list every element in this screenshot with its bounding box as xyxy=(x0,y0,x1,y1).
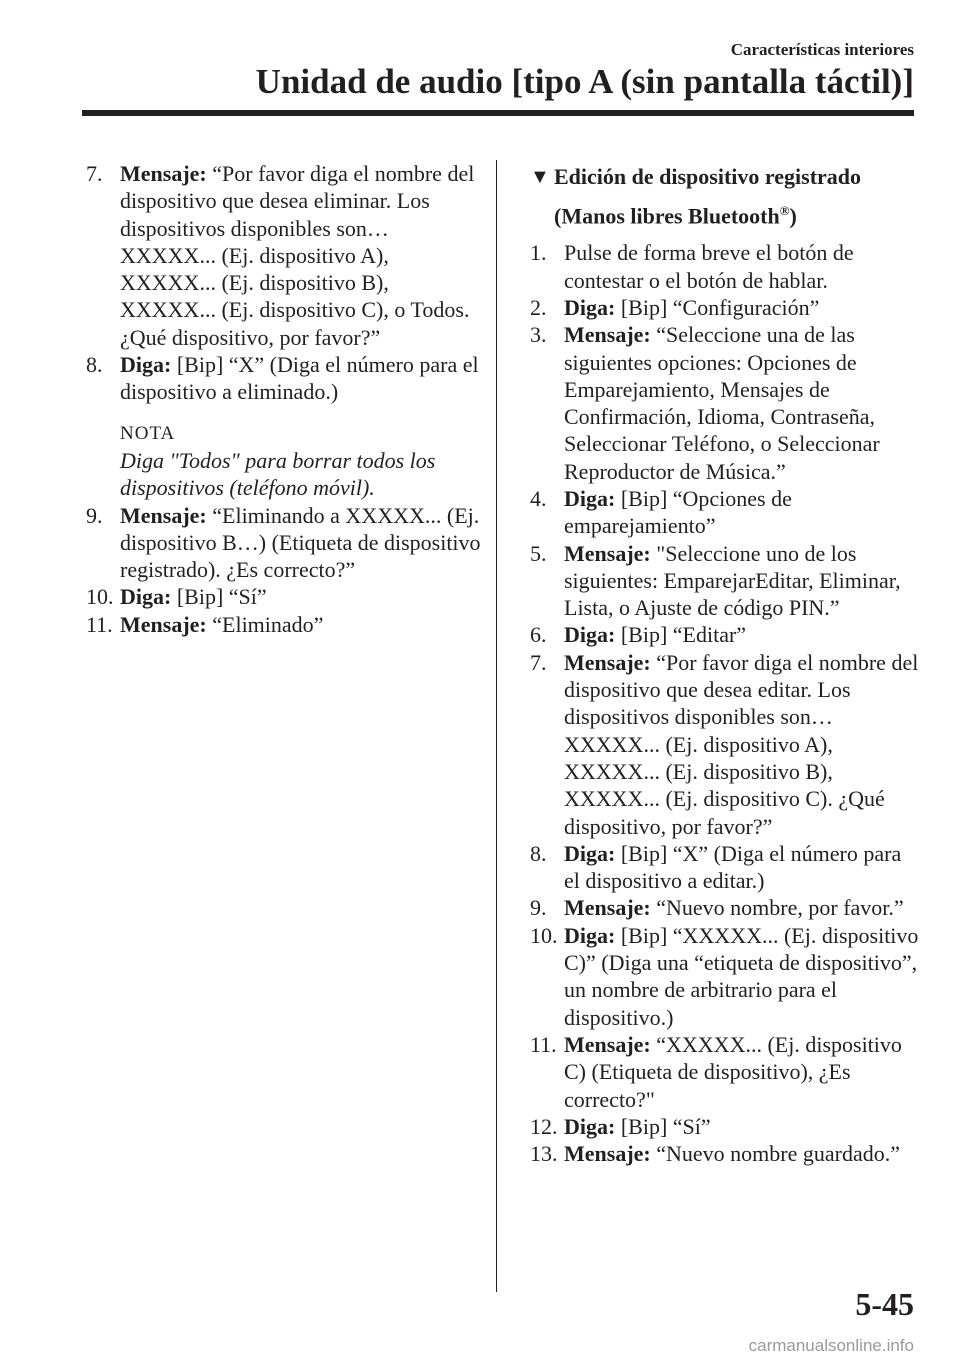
list-item xyxy=(530,540,920,622)
item-label: Mensaje: xyxy=(564,1031,651,1057)
item-text: “Por favor diga el nombre del dispositivo que desea eliminar. Los dispositivos disponibles son… XXXXX... (Ej. dispositivo A), XXXXX... (Ej. dispositivo B), XXXXX... (Ej. dispositivo C), o Todos. ¿Qué dispositivo, por favor?” xyxy=(120,161,475,350)
item-label: Diga: xyxy=(564,922,616,948)
item-number: 7. xyxy=(530,649,547,675)
section-label: Características interiores xyxy=(730,40,914,59)
item-label: Diga: xyxy=(564,486,616,511)
item-text: Pulse de forma breve el botón de contestar o el botón de hablar. xyxy=(564,240,854,293)
item-text: “Seleccione una de las siguientes opciones: Opciones de Emparejamiento, Mensajes de Confirmación, Idioma, Contraseña, Seleccionar Teléfono, o Seleccionar Reproductor de Música.” xyxy=(564,322,880,484)
column-divider xyxy=(496,160,497,1292)
list-item xyxy=(530,1113,920,1140)
item-text: “Nuevo nombre, por favor.” xyxy=(650,895,904,921)
sub-heading-line-1: Edición de dispositivo registrado xyxy=(554,164,862,189)
item-label: Diga: xyxy=(564,840,616,866)
item-number: 13. xyxy=(530,1141,558,1167)
item-label: Mensaje: xyxy=(564,540,651,566)
header-rule xyxy=(82,110,914,116)
item-number: 2. xyxy=(530,294,547,320)
list-item xyxy=(530,894,920,921)
item-number: 5. xyxy=(530,540,547,566)
item-number: 10. xyxy=(530,922,558,948)
list-item xyxy=(530,485,920,540)
registered-mark: ® xyxy=(779,203,790,218)
item-number: 7. xyxy=(86,161,103,186)
item-number: 11. xyxy=(530,1031,557,1057)
left-column xyxy=(86,160,482,638)
item-text: “Por favor diga el nombre del dispositivo que desea editar. Los dispositivos disponibles son… XXXXX... (Ej. dispositivo A), XXXXX... (Ej. dispositivo B), XXXXX... (Ej. dispositivo C). ¿Qué dispositivo, por favor?” xyxy=(564,649,919,839)
item-number: 8. xyxy=(530,840,547,866)
note-title: NOTA xyxy=(120,422,176,444)
item-number: 9. xyxy=(86,502,103,528)
item-text: [Bip] “Editar” xyxy=(615,622,747,648)
page-number: 5-45 xyxy=(855,1286,914,1322)
item-label: Mensaje: xyxy=(564,649,651,675)
list-item xyxy=(86,160,482,351)
item-number: 11. xyxy=(86,611,113,637)
item-text: [Bip] “Opciones de emparejamiento” xyxy=(564,486,792,539)
item-number: 8. xyxy=(86,352,103,378)
item-label: Mensaje: xyxy=(120,611,207,637)
item-label: Mensaje: xyxy=(564,322,651,348)
item-number: 10. xyxy=(86,584,114,610)
list-item xyxy=(86,502,482,584)
item-label: Mensaje: xyxy=(564,1141,651,1167)
item-label: Diga: xyxy=(564,622,616,648)
left-items-b xyxy=(86,502,482,638)
chapter-title: Unidad de audio [tipo A (sin pantalla táctil)] xyxy=(255,62,914,101)
item-text: “Eliminando a XXXXX... (Ej. dispositivo B…) (Etiqueta de dispositivo registrado). ¿Es correcto?” xyxy=(120,502,481,583)
item-number: 3. xyxy=(530,322,547,348)
item-number: 9. xyxy=(530,895,547,921)
note-box xyxy=(86,420,482,502)
item-text: [Bip] “Configuración” xyxy=(615,294,820,320)
item-number: 6. xyxy=(530,622,547,648)
item-label: Diga: xyxy=(564,294,616,320)
sub-heading-line-2: (Manos libres Bluetooth®) xyxy=(554,203,797,229)
note-text: Diga "Todos" para borrar todos los dispositivos (teléfono móvil). xyxy=(120,447,436,501)
item-label: Mensaje: xyxy=(564,895,651,921)
list-item xyxy=(86,351,482,406)
list-item xyxy=(530,649,920,840)
item-text: "Seleccione uno de los siguientes: EmparejarEditar, Eliminar, Lista, o Ajuste de código PIN.” xyxy=(564,540,901,621)
list-item xyxy=(530,1140,920,1167)
item-text: “XXXXX... (Ej. dispositivo C) (Etiqueta de dispositivo), ¿Es correcto?" xyxy=(564,1031,902,1112)
item-text: [Bip] “Sí” xyxy=(171,584,267,610)
triangle-marker-icon: ▼ xyxy=(530,166,550,188)
item-label: Mensaje: xyxy=(120,502,207,528)
right-items xyxy=(530,239,920,1167)
item-number: 4. xyxy=(530,486,547,511)
list-item xyxy=(530,294,920,321)
item-text: “Nuevo nombre guardado.” xyxy=(650,1141,900,1167)
list-item xyxy=(530,922,920,1031)
list-item xyxy=(86,611,482,638)
list-item xyxy=(530,1031,920,1113)
item-text: [Bip] “X” (Diga el número para el dispositivo a eliminado.) xyxy=(120,352,479,405)
right-column xyxy=(530,160,920,1167)
sub-heading xyxy=(530,160,920,233)
left-items-a xyxy=(86,160,482,406)
list-item xyxy=(530,321,920,485)
item-label: Diga: xyxy=(120,584,172,610)
item-text: [Bip] “Sí” xyxy=(615,1113,711,1139)
item-label: Mensaje: xyxy=(120,161,207,186)
item-text: [Bip] “X” (Diga el número para el dispositivo a editar.) xyxy=(564,840,902,894)
list-item xyxy=(530,239,920,294)
list-item xyxy=(86,583,482,610)
item-text: “Eliminado” xyxy=(206,611,324,637)
item-text: [Bip] “XXXXX... (Ej. dispositivo C)” (Diga una “etiqueta de dispositivo”, un nombre de arbitrario para el dispositivo.) xyxy=(564,922,919,1030)
item-number: 1. xyxy=(530,240,547,266)
item-label: Diga: xyxy=(120,352,172,378)
item-label: Diga: xyxy=(564,1113,616,1139)
item-number: 12. xyxy=(530,1113,558,1139)
watermark: carmanualsonline.info xyxy=(748,1336,914,1355)
list-item xyxy=(530,840,920,895)
list-item xyxy=(530,621,920,648)
